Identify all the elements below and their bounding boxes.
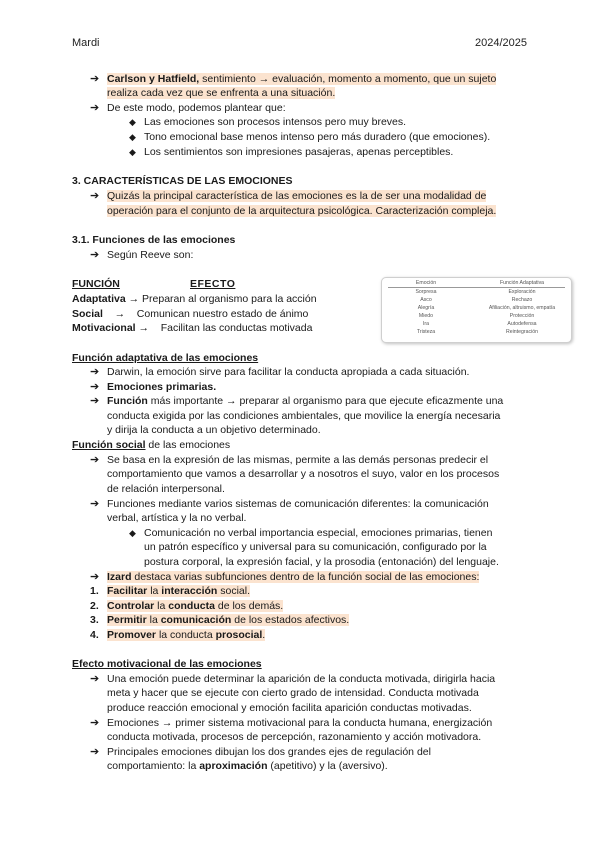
list-item: Promover la conducta prosocial. [107,629,266,641]
motivacional-p2-line-2: conducta motivada, procesos de percepción, razonamiento y acción motivadora. [107,731,482,743]
diamond-bullet-icon: ◆ [129,117,136,127]
table-col-funcion: Función Adaptativa [499,280,545,286]
intro-bullet-1: Las emociones son procesos intensos pero muy breves. [144,116,407,128]
motivacional-title: Efecto motivacional de las emociones [72,658,262,670]
section-3-line-1: Quizás la principal característica de las emociones es la de ser una modalidad de [107,190,487,202]
table-cell: Afiliación, altruismo, empatía [488,305,556,311]
col-funcion-heading: FUNCIÓN [72,278,120,290]
adaptativa-title: Función adaptativa de las emociones [72,352,259,364]
table-cell: Ira [422,321,430,327]
table-cell: Autodefensa [507,321,537,327]
arrow-icon: ➔ [90,249,100,261]
social-sub-line-1: Comunicación no verbal importancia especial, emociones primarias, tienen [144,527,493,539]
social-sub-line-3: postura corporal, la expresión facial, y la prosodia (entonación) del lenguaje. [144,556,499,568]
arrow-icon: ➔ [90,395,100,407]
motivacional-p1-line-3: produce reacción emocional y emoción facilita aparición conductas motivadas. [107,702,472,714]
section-3-title: 3. CARACTERÍSTICAS DE LAS EMOCIONES [72,175,293,187]
list-number: 4. [90,629,99,641]
motivacional-p1-line-2: meta y hacer que se ejecute con cierto grado de intensidad. Conducta motivada [107,687,479,699]
social-izard-line: Izard destaca varias subfunciones dentro de la función social de las emociones: [107,571,480,583]
table-cell: Reintegración [505,329,538,335]
funcion-row-social: Social → Comunican nuestro estado de ánimo [72,308,309,320]
emotion-function-table-image [381,277,572,343]
motivacional-p3-line-1: Principales emociones dibujan los dos grandes ejes de regulación del [107,746,431,758]
list-item: Controlar la conducta de los demás. [107,600,284,612]
table-cell: Alegría [417,305,435,311]
arrow-icon: ➔ [90,571,100,583]
intro-line-3: De este modo, podemos plantear que: [107,102,286,114]
arrow-icon: ➔ [90,717,100,729]
intro-bullet-3: Los sentimientos son impresiones pasajeras, apenas perceptibles. [144,146,454,158]
list-number: 2. [90,600,99,612]
intro-line-1: Carlson y Hatfield, sentimiento → evaluación, momento a momento, que un sujeto [107,73,497,85]
social-p2-line-1: Funciones mediante varios sistemas de comunicación diferentes: la comunicación [107,498,489,510]
social-p1-line-1: Se basa en la expresión de las mismas, permite a las demás personas predecir el [107,454,489,466]
table-cell: Exploración [508,289,536,295]
social-sub-line-2: un patrón específico y universal para su comunicación, configurado por la [144,541,487,553]
motivacional-p1-line-1: Una emoción puede determinar la aparición de la conducta motivada, dirigirla hacia [107,673,496,685]
adaptativa-line-4: conducta exigida por las condiciones ambientales, que movilice la energía necesaria [107,410,501,422]
intro-line-2: realiza cada vez que se enfrenta a una situación. [107,87,336,99]
diamond-bullet-icon: ◆ [129,528,136,538]
social-p2-line-2: verbal, artística y la no verbal. [107,512,247,524]
diamond-bullet-icon: ◆ [129,147,136,157]
arrow-icon: ➔ [90,673,100,685]
social-p1-line-2: comportamiento que vamos a desarrollar y a nosotros el suyo, valor en los procesos [107,468,500,480]
table-col-emocion: Emoción [415,280,437,286]
table-cell: Protección [509,313,535,319]
list-item: Facilitar la interacción social. [107,585,251,597]
section-31-title: 3.1. Funciones de las emociones [72,234,236,246]
motivacional-p2-line-1: Emociones → primer sistema motivacional para la conducta humana, energización [107,717,493,729]
intro-bullet-2: Tono emocional base menos intenso pero más duradero (que emociones). [144,131,491,143]
social-p1-line-3: de relación interpersonal. [107,483,225,495]
col-efecto-heading: EFECTO [190,278,236,290]
social-title: Función social de las emociones [72,439,231,451]
funcion-row-motivacional: Motivacional → Facilitan las conductas motivada [72,322,313,334]
arrow-icon: ➔ [90,102,100,114]
list-number: 3. [90,614,99,626]
funcion-row-adaptativa: Adaptativa → Preparan al organismo para la acción [72,293,317,305]
table-cell: Rechazo [511,297,533,303]
header-left: Mardi [72,37,100,49]
table-cell: Miedo [418,313,434,319]
list-item: Permitir la comunicación de los estados afectivos. [107,614,350,626]
adaptativa-line-2: Emociones primarias. [107,381,217,393]
arrow-icon: ➔ [90,366,100,378]
arrow-icon: ➔ [90,381,100,393]
table-cell: Tristeza [416,329,436,335]
motivacional-p3-line-2: comportamiento: la aproximación (apetitivo) y la (aversivo). [107,760,388,772]
table-divider [388,287,565,288]
arrow-icon: ➔ [90,498,100,510]
section-31-line-1: Según Reeve son: [107,249,194,261]
list-number: 1. [90,585,99,597]
section-3-line-2: operación para el conjunto de la arquitectura psicológica. Caracterización compleja. [107,205,497,217]
adaptativa-line-1: Darwin, la emoción sirve para facilitar la conducta apropiada a cada situación. [107,366,470,378]
table-cell: Asco [420,297,432,303]
arrow-icon: ➔ [90,746,100,758]
adaptativa-line-5: y dirija la conducta a un objetivo determinado. [107,424,321,436]
table-cell: Sorpresa [415,289,437,295]
header-right: 2024/2025 [475,37,527,49]
diamond-bullet-icon: ◆ [129,132,136,142]
arrow-icon: ➔ [90,190,100,202]
arrow-icon: ➔ [90,73,100,85]
adaptativa-line-3: Función más importante → preparar al organismo para que ejecute eficazmente una [107,395,504,407]
arrow-icon: ➔ [90,454,100,466]
